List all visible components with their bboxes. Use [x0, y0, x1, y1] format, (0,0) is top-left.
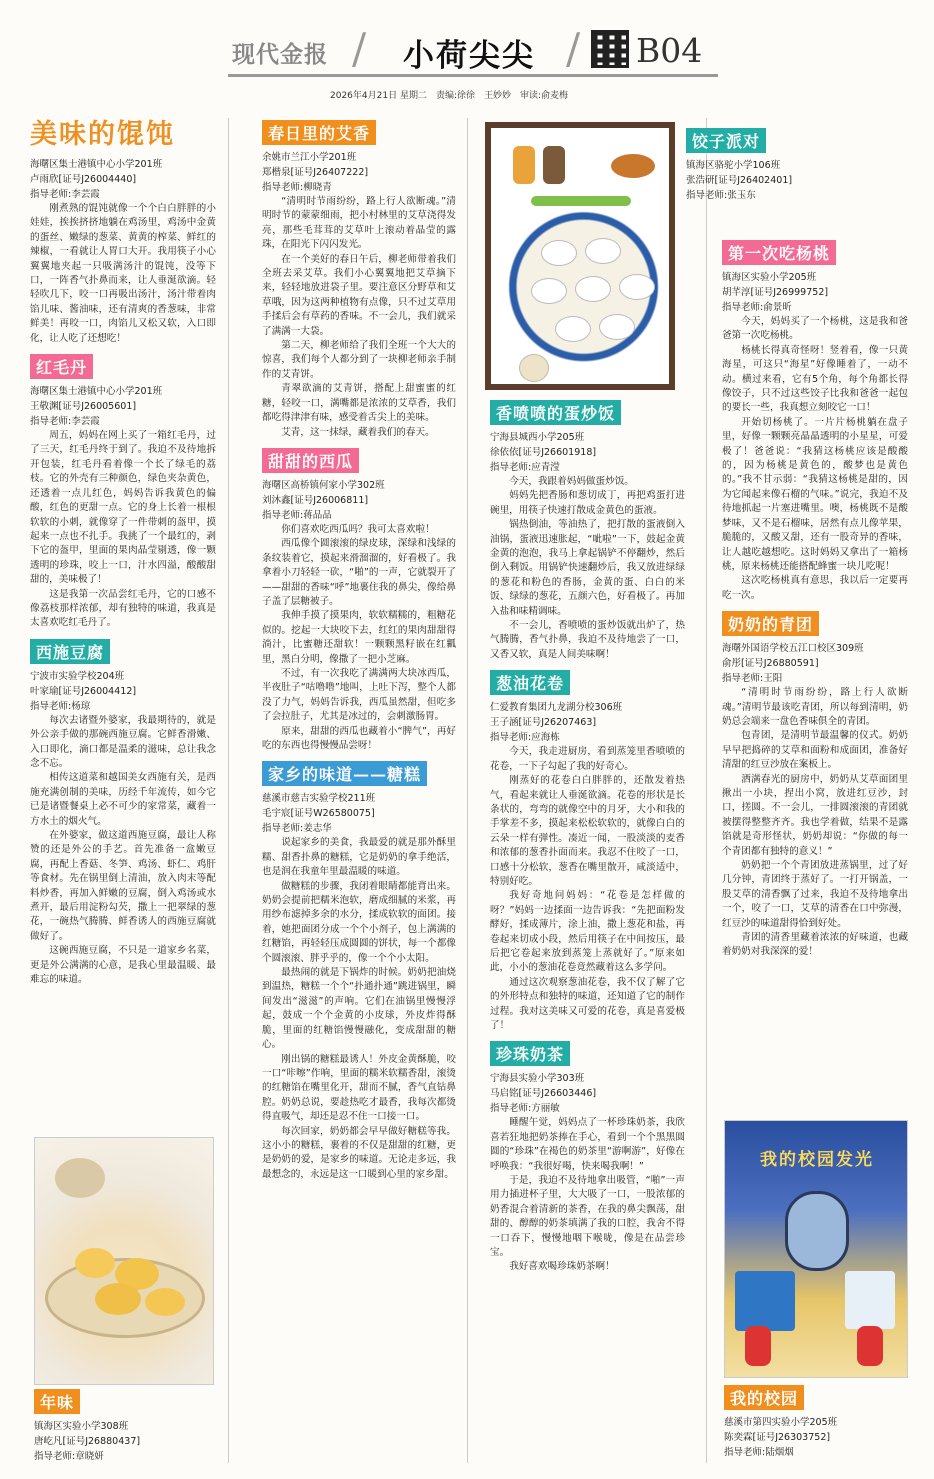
paragraph: 我好奇地问妈妈：“花卷是怎样做的呀？”妈妈一边揉面一边告诉我：“先把面粉发酵好，揉成薄片，涂上油，撒上葱花和盐，再卷起来切成小段，然后用筷子在中间按压，最后把它卷起来放到蒸笼上蒸就好了。”原来如此，小小的葱油花卷竟然藏着这么多学问。: [490, 890, 685, 974]
paragraph: 今天，我跟着妈妈做蛋炒饭。: [509, 476, 634, 487]
paragraph: 杨桃长得真奇怪呀！竖着看，像一只黄海星，可这只“海星”好像睡着了，一动不动。横过来看，它有5个角，每个角都长得像饺子，只不过这些饺子比我和爸爸一起包的要长一些，我真想立刻咬它一口！: [722, 344, 908, 414]
school: 仁爱教育集团九龙湖分校306班: [490, 702, 623, 714]
article-title: 年味: [34, 1389, 80, 1414]
article-title: 葱油花卷: [490, 670, 570, 695]
paragraph: 在外婆家，做这道西施豆腐，最让人称赞的还是外公的手艺。首先准备一盒嫩豆腐，再配上香菇、冬笋、鸡汤、虾仁、鸡肝等食材。先在锅里倒上清油，放入肉末等配料炒香，再加入鲜嫩的豆腐，倒入鸡汤或水煮开，最后用淀粉勾芡，撒上一把翠绿的葱花，一碗热气腾腾、鲜香诱人的西施豆腐就做好了。: [30, 830, 216, 942]
article-title: 甜甜的西瓜: [262, 448, 359, 473]
school: 宁波市实验学校204班: [30, 670, 125, 682]
article-rambutan: [30, 354, 216, 631]
article-wonton: [30, 112, 216, 346]
paragraph: 刚煮熟的馄饨就像一个个白白胖胖的小娃娃，挨挨挤挤地躺在鸡汤里，鸡汤中金黄的蛋丝、嫩绿的葱菜、黄黄的榨菜、鲜红的辣椒，一看就让人胃口大开。我用筷子小心翼翼地夹起一只吸满汤汁的馄饨，没等下口，一阵香气扑鼻而来，让人垂涎欲滴。轻轻吹几下，咬一口再吸出汤汁，汤汁带着肉馅儿味、酱油味，还有清爽的香葱味，非常鲜美！再咬一口，肉馅儿又松又软，入口即化，让人吃了还想吃！: [30, 203, 216, 344]
article-title: 美味的馄饨: [30, 119, 175, 150]
garlic-shape: [519, 354, 549, 382]
article-scallion-roll: [490, 670, 685, 1033]
student-shape: [745, 1326, 771, 1366]
teacher: 指导老师:应海栋: [490, 732, 560, 744]
dumpling-shape: [145, 1288, 185, 1316]
paragraph: 睡醒午觉，妈妈点了一杯珍珠奶茶，我欣喜若狂地把奶茶捧在手心，看到一个个黑黑圆圆的“珍珠”在褐色的奶茶里“游啊游”，好像在呼唤我：“我很好喝，快来喝我啊！”: [490, 1117, 685, 1172]
school: 宁海县城西小学205班: [490, 432, 585, 443]
paragraph: “清明时节雨纷纷，路上行人欲断魂。”清明时节的蒙蒙细雨，把小村林里的艾草浇得发亮，那些毛茸茸的艾草叶上滚动着晶莹的露珠，在阳光下闪闪发光。: [262, 196, 456, 251]
teacher: 指导老师:陆烟烟: [724, 1447, 794, 1458]
teacher: 指导老师:蒋品品: [262, 509, 332, 521]
paragraph: 在一个美好的春日午后，柳老师带着我们全班去采艾草。我们小心翼翼地把艾草摘下来，轻轻地放进袋子里。要注意区分野草和艾草哦，因为这两种植物有点像，只不过艾草用手揉后会有草药的香味。不一会儿，我们就采了满满一大袋。: [262, 253, 456, 337]
paragraph: 开始切杨桃了。一片片杨桃躺在盘子里，好像一颗颗亮晶晶透明的小星星，可爱极了！爸爸说：“我猜这杨桃应该是酸酸的，因为杨桃是黄色的，酸梦也是黄色的。”我不甘示弱：“我猜这杨桃是甜的，因为它闻起来像石榴的气味。”说完，我迫不及待地抓起一片塞进嘴里。噢，杨桃既不是酸梦味，又不是石榴味，居然有点儿像苹果，脆脆的，又酸又甜，还有一股奇异的香味，让人越吃越想吃。这时妈妈又拿出了一箱杨桃，原来杨桃还能搭配蜂蜜一块儿吃呢！: [722, 416, 908, 572]
page-number: B04: [636, 31, 703, 70]
author: 刘沐鑫[证号J26006811]: [262, 494, 369, 506]
paragraph: 每次去诸暨外婆家，我最期待的，就是外公亲手做的那碗西施豆腐。它鲜香滑嫩、入口即化，滴口都是温柔的滋味，总让我念念不忘。: [30, 714, 216, 769]
paragraph: 不一会儿，香喷喷的蛋炒饭就出炉了，热气腾腾，香气扑鼻，我迫不及待地尝了一口，又香又软，真是人间美味啊！: [490, 620, 685, 660]
column-3: [490, 400, 685, 1283]
paragraph: 我伸手摸了摸果肉，软软糯糯的，粗糖花似的。挖起一大块咬下去，红红的果肉甜甜得淌汁，比蜜糖还甜软！一颗颗黑籽嵌在红瓤里，黑白分明，像撒了一把小芝麻。: [262, 610, 456, 665]
section-title: 小荷尖尖: [403, 38, 535, 74]
teacher: 指导老师:俞景昕: [722, 302, 792, 313]
article-mugwort: [262, 120, 456, 440]
paragraph: “清明时节雨纷纷，路上行人欲断魂。”清明节最该吃青团，所以每到清明，奶奶总会端来一盘色香味俱全的青团。: [722, 687, 908, 727]
teacup-shape: [55, 1158, 105, 1198]
paragraph: 于是，我迫不及待地拿出吸管，“啪”一声用力插进杯子里，大大吸了一口，一股浓郁的奶香混合着清新的茶香，在我的鼻尖飘荡，甜甜的、醇醇的奶茶填满了我的口腔，我舍不得一口吞下，慢慢地咽下喉咙，像是在品尝珍宝。: [490, 1175, 685, 1259]
article-my-campus: [724, 1385, 908, 1460]
paragraph: 你们喜欢吃西瓜吗？我可太喜欢啦！: [281, 523, 435, 535]
slash-divider: /: [566, 24, 581, 73]
teacher: 指导老师:姜志华: [262, 823, 332, 835]
author: 徐依依[证号J26601918]: [490, 447, 597, 458]
author: 毛宇宸[证号W26580075]: [262, 808, 375, 820]
paragraph: 今天，妈妈买了一个杨桃，这是我和爸爸第一次吃杨桃。: [722, 316, 908, 342]
paragraph: 刚出锅的糖糕最诱人！外皮金黄酥脆，咬一口“咔嚓”作响，里面的糯米软糯香甜，滚烫的红糖馅在嘴里化开，甜而不腻，香气直钻鼻腔。奶奶总说，要趁热吃才最香，我每次都烫得直吸气，却还是忍不住一口接一口。: [262, 1053, 456, 1123]
author: 陈奕霖[证号J26303752]: [724, 1432, 831, 1443]
astronaut-shape: [785, 1191, 849, 1271]
paragraph: 不过，有一次我吃了满满两大块冰西瓜，半夜肚子“咕噜噜”地叫，上吐下泻，整个人都没了力气，妈妈告诉我，西瓜虽然甜，但吃多了会拉肚子，尤其是冰过的，会刺激肠胃。: [262, 667, 456, 723]
column-divider: [228, 118, 229, 1463]
teacher: 指导老师:方丽敏: [490, 1103, 560, 1115]
paragraph: 青翠欲滴的艾青饼，搭配上甜蜜蜜的红糖，轻咬一口，满嘴都是浓浓的艾草香，我们都吃得津津有味，感受着舌尖上的美味。: [262, 383, 456, 424]
paragraph: 这是我第一次品尝红毛丹，它的口感不像荔枝那样浓郁，却有独特的味道，我真是太喜欢吃红毛丹了。: [30, 588, 216, 629]
school: 余姚市兰江小学201班: [262, 152, 357, 163]
author: 胡芊淳[证号J26999752]: [722, 287, 829, 298]
paragraph: 这碗西施豆腐，不只是一道家乡名菜，更是外公满满的心意，是我心里最温暖、最难忘的味道。: [30, 945, 216, 986]
teacher: 指导老师:柳晓青: [262, 182, 332, 193]
article-title: 香喷喷的蛋炒饭: [490, 400, 621, 425]
article-title: 红毛丹: [30, 354, 93, 379]
article-watermelon: [262, 448, 456, 754]
dumpling-shape: [555, 316, 591, 342]
paragraph: 相传这道菜和越国美女西施有关，是西施充满创制的美味，历经千年流传，如今它已是诸暨餐桌上必不可少的家常菜，藏着一方水土的烟火气。: [30, 772, 216, 827]
paragraph: 西瓜像个圆滚滚的绿皮球，深绿和浅绿的条纹装着它，摸起来滑溜溜的，好看极了。我拿着小刀轻轻一砍，“啪”的一声，它就裂开了——甜甜的香味“呼”地裹住我的鼻尖，像给鼻子盖了层糖被子。: [262, 538, 456, 607]
paragraph: 周五，妈妈在网上买了一箱红毛丹，过了三天，红毛丹终于到了。我迫不及待地拆开包装，红毛丹看着像一个长了绿毛的荔枝。它的外壳有三种颜色，绿色夹杂黄色，还透着一点儿红色，妈妈告诉我黄色的偏酸，红色的更甜一点。它的身上长着一根根软软的小刺，就像穿了一件带刺的盔甲，摸起来一点也不扎手。我挑了一个最红的，剥下它的盔甲，里面的果肉晶莹剔透，像一颗透明的珍珠，咬上一口，汁水四溢，酸酸甜甜的，美味极了！: [30, 430, 216, 586]
sauce-bottle-shape: [513, 146, 535, 184]
dateline: 2026年4月21日 星期二 责编:徐徐 王妙妙 审读:俞麦梅: [330, 91, 569, 101]
dumplings-painting: [34, 1137, 214, 1385]
paragraph: 青团的清香里藏着浓浓的好味道，也藏着奶奶对我深深的爱！: [722, 932, 908, 958]
article-sugar-cake: [262, 761, 456, 1182]
school: 慈溪市慈吉实验学校211班: [262, 793, 376, 805]
author: 马启铭[证号J26603446]: [490, 1088, 597, 1100]
teacher: 指导老师:应青滢: [490, 462, 560, 473]
school: 海曙区高桥镇何家小学302班: [262, 479, 385, 491]
paragraph: 锅热倒油，等油热了，把打散的蛋液倒入油锅，蛋液迅速胀起，“呲啦”一下，鼓起金黄金黄的泡泡，我马上拿起锅铲不停翻炒，然后倒入剩饭。用锅铲快速翻炒后，我又放进绿绿的葱花和粉色的香肠，金黄的蛋、白白的米饭、绿绿的葱花，五颜六色，好看极了。再加入盐和味精调味。: [490, 519, 685, 617]
sauce-bowl-shape: [611, 154, 655, 178]
school: 海曙区集士港镇中心小学201班: [30, 386, 163, 398]
article-title: 春日里的艾香: [262, 120, 376, 145]
article-fried-rice: [490, 400, 685, 662]
paragraph: 妈妈先把香肠和葱切成丁，再把鸡蛋打进碗里，用筷子快速打散成金黄色的蛋液。: [490, 490, 685, 516]
article-title: 家乡的味道——糖糕: [262, 761, 427, 786]
author: 王敬渊[证号J26005601]: [30, 401, 137, 413]
student-shape: [857, 1326, 883, 1366]
author: 张浩研[证号J26402401]: [686, 175, 793, 186]
teacher: 指导老师:章晓妍: [34, 1451, 104, 1462]
author: 俞彤[证号J26880591]: [722, 658, 819, 670]
paragraph: 通过这次观察葱油花卷，我不仅了解了它的外形特点和独特的味道，还知道了它的制作过程。我对这美味又可爱的花卷，真是喜爱极了！: [490, 976, 685, 1031]
author: 王子涵[证号J26207463]: [490, 717, 597, 729]
paragraph: 最热闹的就是下锅炸的时候。奶奶把油烧到温热，糖糕一个个“扑通扑通”跳进锅里，瞬间发出“滋滋”的声响。它们在油锅里慢慢浮起，鼓成一个个金黄的小皮球，外皮炸得酥脆，里面的红糖馅慢慢融化，变成甜甜的糖心。: [262, 967, 456, 1051]
screen-shape: [735, 1271, 795, 1331]
qr-code-icon[interactable]: [591, 30, 629, 68]
school: 海曙区集士港镇中心小学201班: [30, 159, 163, 170]
article-title: 珍珠奶茶: [490, 1041, 570, 1066]
school: 海曙外国语学校五江口校区309班: [722, 643, 864, 655]
school: 镇海区实验小学205班: [722, 272, 817, 283]
teacher: 指导老师:张玉东: [686, 190, 756, 201]
paragraph: 第二天，柳老师给了我们全班一个大大的惊喜，我们每个人都分到了一块柳老师亲手制作的艾青饼。: [262, 340, 456, 380]
paragraph: 每次回家，奶奶都会早早做好糖糕等我。这小小的糖糕，裹着的不仅是甜甜的红糖，更是奶奶的爱，是家乡的味道。无论走多远，我最想念的，永远是这一口暖到心里的家乡甜。: [262, 1125, 456, 1180]
dumpling-shape: [599, 314, 635, 340]
dumpling-plate-painting: [485, 122, 675, 390]
article-title: 饺子派对: [686, 128, 766, 153]
paragraph: 洒满春光的厨房中，奶奶从艾草面团里揪出一小块，捏出小窝，放进红豆沙，封口，搓圆。不一会儿，一排圆滚滚的青团就被摆得整整齐齐。我也学着做，结果不是露馅就是奇形怪状，奶奶却说：“你做的每一个青团都有独特的意义！”: [722, 773, 908, 857]
article-dumpling-party: [686, 128, 908, 203]
paragraph: 刚蒸好的花卷白白胖胖的，还散发着热气，看起来就让人垂涎欲滴。花卷的形状是长条状的，弯弯的就像空中的月牙，大小和我的手掌差不多，摸起来松松软软的，就像白白的云朵一样有弹性。凑近一闻，一股淡淡的麦香和浓郁的葱香扑面而来。我忍不住咬了一口，口感十分松软，葱香在嘴里散开，咸淡适中，特别好吃。: [490, 775, 685, 887]
scallion-shape: [531, 196, 631, 206]
dumpling-shape: [75, 1248, 115, 1278]
dumpling-shape: [619, 274, 655, 300]
column-4: [686, 128, 908, 243]
dumpling-shape: [531, 278, 567, 304]
column-2: [262, 120, 456, 1190]
dumpling-shape: [575, 276, 611, 302]
paragraph: 这次吃杨桃真有意思，我以后一定要再吃一次。: [722, 575, 908, 601]
article-title: 我的校园: [724, 1385, 804, 1410]
author: 卢雨欣[证号J26004440]: [30, 174, 137, 185]
paragraph: 原来，甜甜的西瓜也藏着小“脾气”，再好吃的东西也得慢慢品尝呀！: [262, 725, 456, 751]
newspaper-brand: 现代金报: [232, 41, 328, 68]
school: 宁海县实验小学303班: [490, 1073, 585, 1085]
paragraph: 我好喜欢喝珍珠奶茶啊！: [509, 1261, 615, 1273]
article-bubble-tea: [490, 1041, 685, 1274]
dumpling-shape: [95, 1283, 141, 1315]
paragraph: 包青团，是清明节最温馨的仪式。奶奶早早把捣碎的艾草和面粉和成面团，准备好清甜的红豆沙放在案板上。: [722, 730, 908, 771]
author: 叶家瑜[证号J26004412]: [30, 685, 137, 697]
article-new-year: [34, 1389, 214, 1464]
article-title: 第一次吃杨桃: [722, 240, 836, 265]
slash-divider: /: [352, 24, 367, 73]
my-campus-painting: [724, 1120, 908, 1378]
column-divider: [467, 118, 468, 1463]
dumpling-shape: [585, 238, 621, 264]
column-1: [30, 112, 216, 995]
author: 郑楷泉[证号J26407222]: [262, 167, 369, 178]
poster-lettering: 我的校园发光: [760, 1150, 874, 1170]
teacher: 指导老师:李芸霞: [30, 189, 100, 200]
column-4-lower: [722, 240, 908, 968]
school: 镇海区骆驼小学106班: [686, 160, 781, 171]
dumpling-shape: [541, 240, 577, 266]
article-title: 奶奶的青团: [722, 611, 819, 636]
column-divider: [706, 118, 707, 1463]
sauce-bottle-shape: [543, 146, 565, 184]
paragraph: 艾青，这一抹绿，藏着我们的春天。: [281, 426, 435, 438]
paragraph: 奶奶把一个个青团放进蒸锅里，过了好几分钟，青团终于蒸好了。一打开锅盖，一股艾草的清香飘了过来，我迫不及待地拿出一个，咬了一口，艾草的清香在口中弥漫，红豆沙的味道甜得恰到好处。: [722, 860, 908, 929]
author: 唐屹凡[证号J26880437]: [34, 1436, 141, 1447]
paragraph: 今天，我走进厨房，看到蒸笼里香喷喷的花卷，一下子勾起了我的好奇心。: [490, 746, 685, 772]
school: 慈溪市第四实验小学205班: [724, 1417, 838, 1428]
school: 镇海区实验小学308班: [34, 1421, 129, 1432]
masthead: [0, 0, 934, 101]
article-title: 西施豆腐: [30, 639, 110, 664]
board-shape: [845, 1271, 895, 1329]
paragraph: 说起家乡的美食，我最爱的就是那外酥里糯、甜香扑鼻的糖糕，它是奶奶的拿手绝活，也是润在我童年里最温暖的味道。: [262, 837, 456, 878]
article-green-dumpling: [722, 611, 908, 960]
article-starfruit: [722, 240, 908, 603]
masthead-rule: [228, 74, 718, 77]
teacher: 指导老师:王阳: [722, 673, 783, 685]
article-xishi-tofu: [30, 639, 216, 988]
teacher: 指导老师:李芸霞: [30, 416, 100, 428]
paragraph: 做糖糕的步骤，我闭着眼睛都能背出来。奶奶会提前把糯米泡软，磨成细腻的米浆，再用纱布滤掉多余的水分，揉成软软的面团。接着，她把面团分成一个个小剂子，包上满满的红糖馅，再轻轻压成圆圆的饼状，每一个都像个圆滚滚、胖乎乎的，像一个个小太阳。: [262, 880, 456, 964]
teacher: 指导老师:杨琼: [30, 700, 91, 712]
